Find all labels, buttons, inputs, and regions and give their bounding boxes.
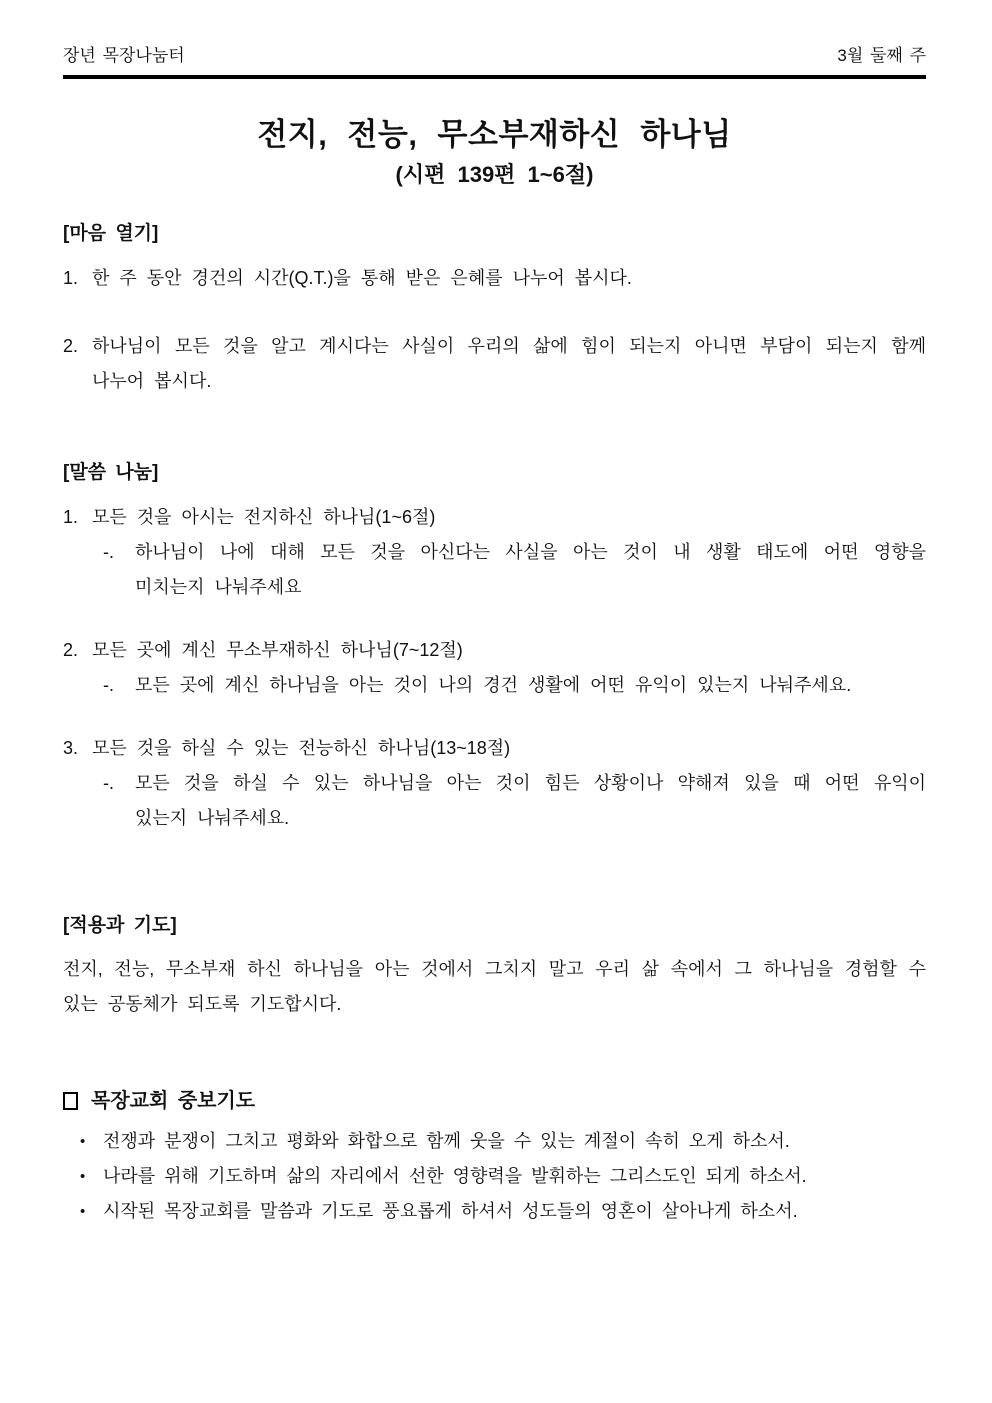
item-number: 2. (63, 336, 79, 356)
item-sub (63, 668, 926, 703)
section-heading-application: [적용과 기도] (63, 915, 177, 936)
section-intercession (63, 1088, 926, 1229)
item-text: 한 주 동안 경건의 시간(Q.T.)을 통해 받은 은혜를 나누어 봅시다. (92, 268, 632, 288)
item-main (63, 633, 926, 668)
sub-item-text: 하나님이 나에 대해 모든 것을 아신다는 사실을 아는 것이 내 생활 태도에 어떤 영향을 미치는지 나눠주세요 (135, 542, 926, 597)
intercession-heading-text: 목장교회 중보기도 (91, 1090, 256, 1112)
item-text: 하나님이 모든 것을 알고 계시다는 사실이 우리의 삶에 힘이 되는지 아니면 부담이 되는지 함께 나누어 봅시다. (92, 336, 926, 391)
bullet-text: 나라를 위해 기도하며 삶의 자리에서 선한 영향력을 발휘하는 그리스도인 되게 하소서. (103, 1166, 807, 1186)
sub-item-text: 모든 곳에 계신 하나님을 아는 것이 나의 경건 생활에 어떤 유익이 있는지 나눠주세요. (135, 675, 852, 695)
item-number: 1. (63, 507, 79, 527)
item-main (63, 500, 926, 535)
list-item (63, 261, 926, 296)
item-text: 모든 것을 하실 수 있는 전능하신 하나님(13~18절) (92, 738, 511, 758)
page-subtitle: (시편 139편 1~6절) (395, 162, 594, 187)
sub-item-marker: -. (103, 773, 114, 793)
item-text: 모든 곳에 계신 무소부재하신 하나님(7~12절) (92, 640, 463, 660)
application-paragraph: 전지, 전능, 무소부재 하신 하나님을 아는 것에서 그치지 말고 우리 삶 속에서 그 하나님을 경험할 수 있는 공동체가 되도록 기도합시다. (63, 959, 926, 1014)
section-heading-opening: [마음 열기] (63, 223, 159, 244)
list-item (63, 731, 926, 836)
bullet-text: 전쟁과 분쟁이 그치고 평화와 화합으로 함께 웃을 수 있는 계절이 속히 오게 하소서. (103, 1131, 790, 1151)
section-application-prayer (63, 914, 926, 1022)
list-item (80, 1159, 926, 1194)
bullet-icon: • (80, 1168, 86, 1185)
checkbox-icon (63, 1092, 78, 1110)
bullet-icon: • (80, 1133, 86, 1150)
item-text: 모든 것을 아시는 전지하신 하나님(1~6절) (92, 507, 436, 527)
header-rule (63, 75, 926, 79)
header-right-text: 3월 둘째 주 (837, 46, 926, 65)
list-item (80, 1194, 926, 1229)
bullet-icon: • (80, 1203, 86, 1220)
item-number: 2. (63, 640, 79, 660)
list-item (63, 500, 926, 605)
list-item (80, 1124, 926, 1159)
bullet-text: 시작된 목장교회를 말씀과 기도로 풍요롭게 하셔서 성도들의 영혼이 살아나게 하소서. (103, 1201, 798, 1221)
list-item (63, 633, 926, 703)
item-sub (63, 766, 926, 836)
sub-item-marker: -. (103, 542, 114, 562)
item-sub (63, 535, 926, 605)
item-number: 3. (63, 738, 79, 758)
item-main (63, 731, 926, 766)
intercession-bullet-list (63, 1124, 926, 1229)
page-title: 전지, 전능, 무소부재하신 하나님 (257, 117, 732, 152)
document-header (63, 46, 926, 66)
section-opening (63, 222, 926, 399)
section-word-sharing (63, 461, 926, 836)
intercession-heading-row (63, 1088, 926, 1114)
sub-item-marker: -. (103, 675, 114, 695)
item-number: 1. (63, 268, 79, 288)
sub-item-text: 모든 것을 하실 수 있는 하나님을 아는 것이 힘든 상황이나 약해져 있을 때 어떤 유익이 있는지 나눠주세요. (135, 773, 926, 828)
section-heading-word: [말씀 나눔] (63, 462, 159, 483)
list-item (63, 329, 926, 399)
header-left-text: 장년 목장나눔터 (63, 46, 185, 65)
